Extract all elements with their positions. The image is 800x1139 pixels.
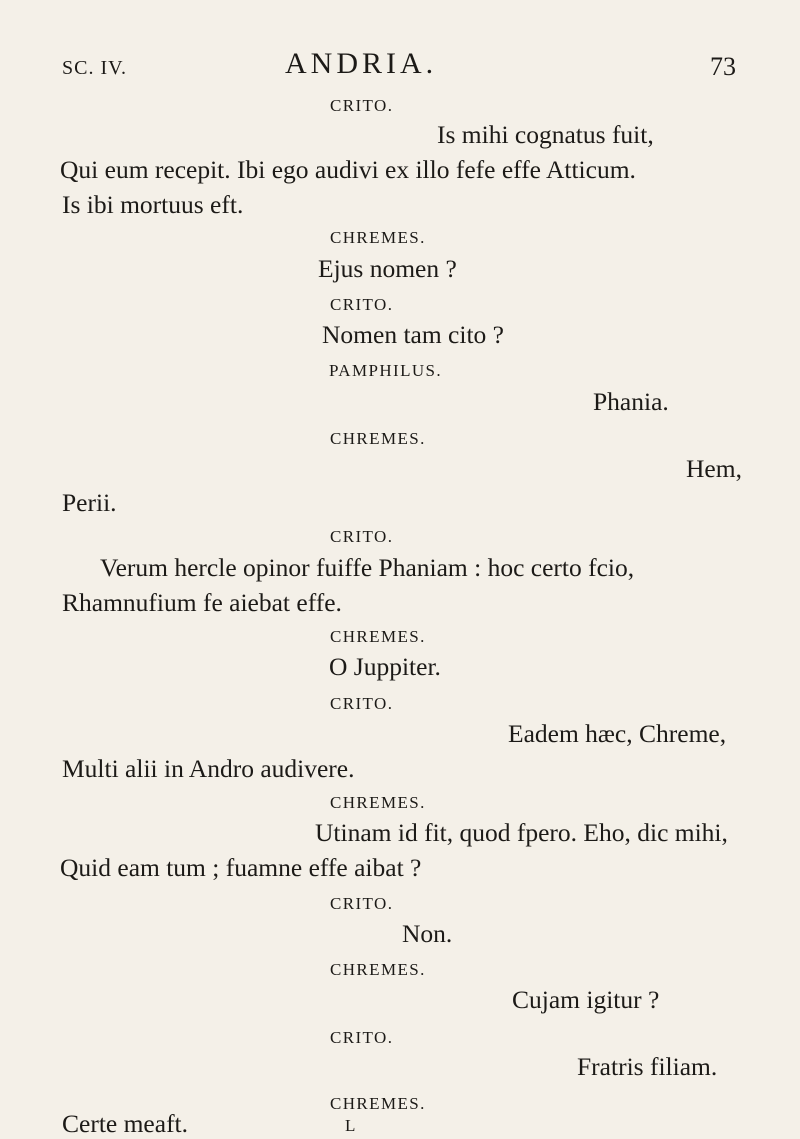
verse-line: Multi alii in Andro audivere. — [62, 754, 355, 783]
speaker-chremes: CHREMES. — [330, 228, 426, 247]
verse-line: Phania. — [593, 387, 669, 416]
page-number: 73 — [710, 52, 736, 81]
speaker-chremes: CHREMES. — [330, 429, 426, 448]
speaker-crito: CRITO. — [330, 694, 394, 713]
verse-line: Eadem hæc, Chreme, — [508, 719, 727, 748]
speaker-chremes: CHREMES. — [330, 793, 426, 812]
verse-line: Cujam igitur ? — [512, 985, 660, 1014]
verse-line: Quid eam tum ; fuamne effe aibat ? — [60, 853, 422, 882]
verse-line: Ejus nomen ? — [318, 254, 457, 283]
speaker-crito: CRITO. — [330, 894, 394, 913]
speaker-crito: CRITO. — [330, 295, 394, 314]
speaker-chremes: CHREMES. — [330, 627, 426, 646]
verse-line: Fratris filiam. — [577, 1052, 718, 1081]
speaker-crito: CRITO. — [330, 96, 394, 115]
speaker-pamphilus: PAMPHILUS. — [329, 361, 443, 380]
verse-line: Utinam id fit, quod fpero. Eho, dic mihi, — [315, 818, 728, 847]
verse-line: Non. — [402, 919, 453, 948]
running-head-scene: SC. IV. — [62, 57, 127, 79]
verse-line: Is mihi cognatus fuit, — [437, 120, 654, 149]
verse-line: Rhamnufium fe aiebat effe. — [62, 588, 342, 617]
speaker-chremes: CHREMES. — [330, 960, 426, 979]
speaker-crito: CRITO. — [330, 1028, 394, 1047]
verse-line: Certe meaft. — [62, 1109, 189, 1138]
verse-line: Is ibi mortuus eft. — [62, 190, 244, 219]
verse-line: Verum hercle opinor fuiffe Phaniam : hoc certo fcio, — [100, 553, 635, 582]
signature-mark: L — [345, 1116, 357, 1135]
verse-line: Hem, — [686, 454, 742, 483]
verse-line: Qui eum recepit. Ibi ego audivi ex illo fefe effe Atticum. — [60, 155, 636, 184]
speaker-crito: CRITO. — [330, 527, 394, 546]
verse-line: O Juppiter. — [329, 652, 441, 681]
verse-line: Nomen tam cito ? — [322, 320, 504, 349]
speaker-chremes: CHREMES. — [330, 1094, 426, 1113]
verse-line: Perii. — [62, 488, 117, 517]
running-head-title: ANDRIA. — [285, 47, 438, 80]
